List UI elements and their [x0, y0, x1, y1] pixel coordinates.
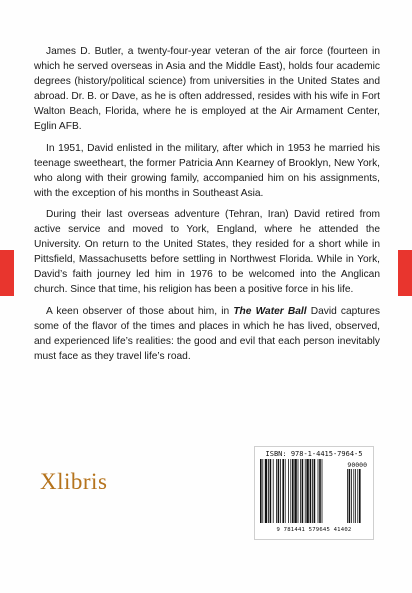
bio-paragraph: In 1951, David enlisted in the military, after which in 1953 he married his teenage sweetheart, the former Patricia Ann Kearney of Brooklyn, New York, who along with their growing family, accompanied him on his assignments, with the exception of his months in Southeast Asia. [34, 142, 380, 199]
right-edge-tab [398, 250, 412, 296]
barcode-digits: 9 781441 579645 41402 [276, 527, 352, 533]
bio-paragraph: James D. Butler, a twenty-four-year veteran of the air force (fourteen in which he served overseas in Asia and the Middle East), holds four academic degrees (history/political science) from universities in the United States and abroad. Dr. B. or Dave, as he is often addressed, resides with his wife in Fort Walton Beach, Florida, where he is employed at the Air Armament Center, Eglin AFB. [34, 46, 380, 133]
bio-paragraph: During their last overseas adventure (Tehran, Iran) David retired from active service and moved to York, England, where he attended the University. On return to the United States, they resided for a short while in Pittsfield, Massachusetts before settling in Northwest Florida. While in York, David’s faith journey led him in 1976 to be welcomed into the Anglican church. Since that time, his religion has been a positive force in his life. [34, 208, 380, 296]
barcode-addon: 90000 [347, 461, 367, 469]
bio-paragraph-last [34, 304, 380, 364]
left-edge-tab [0, 250, 14, 296]
isbn-label: ISBN: 978-1-4415-7964-5 [265, 450, 363, 458]
barcode-bars [259, 459, 369, 523]
bio-text-tail: David captures some of the flavor of the times and places in which he has lived, observed, and experienced life’s realities: the good and evil that each person inevitably must face as they travel life’s road. [34, 305, 380, 362]
book-title: The Water Ball [233, 305, 307, 317]
bio-text-lead: A keen observer of those about him, in [46, 305, 234, 317]
barcode-panel [254, 446, 374, 540]
author-bio [34, 44, 380, 370]
publisher-logo: Xlibris [40, 469, 108, 494]
